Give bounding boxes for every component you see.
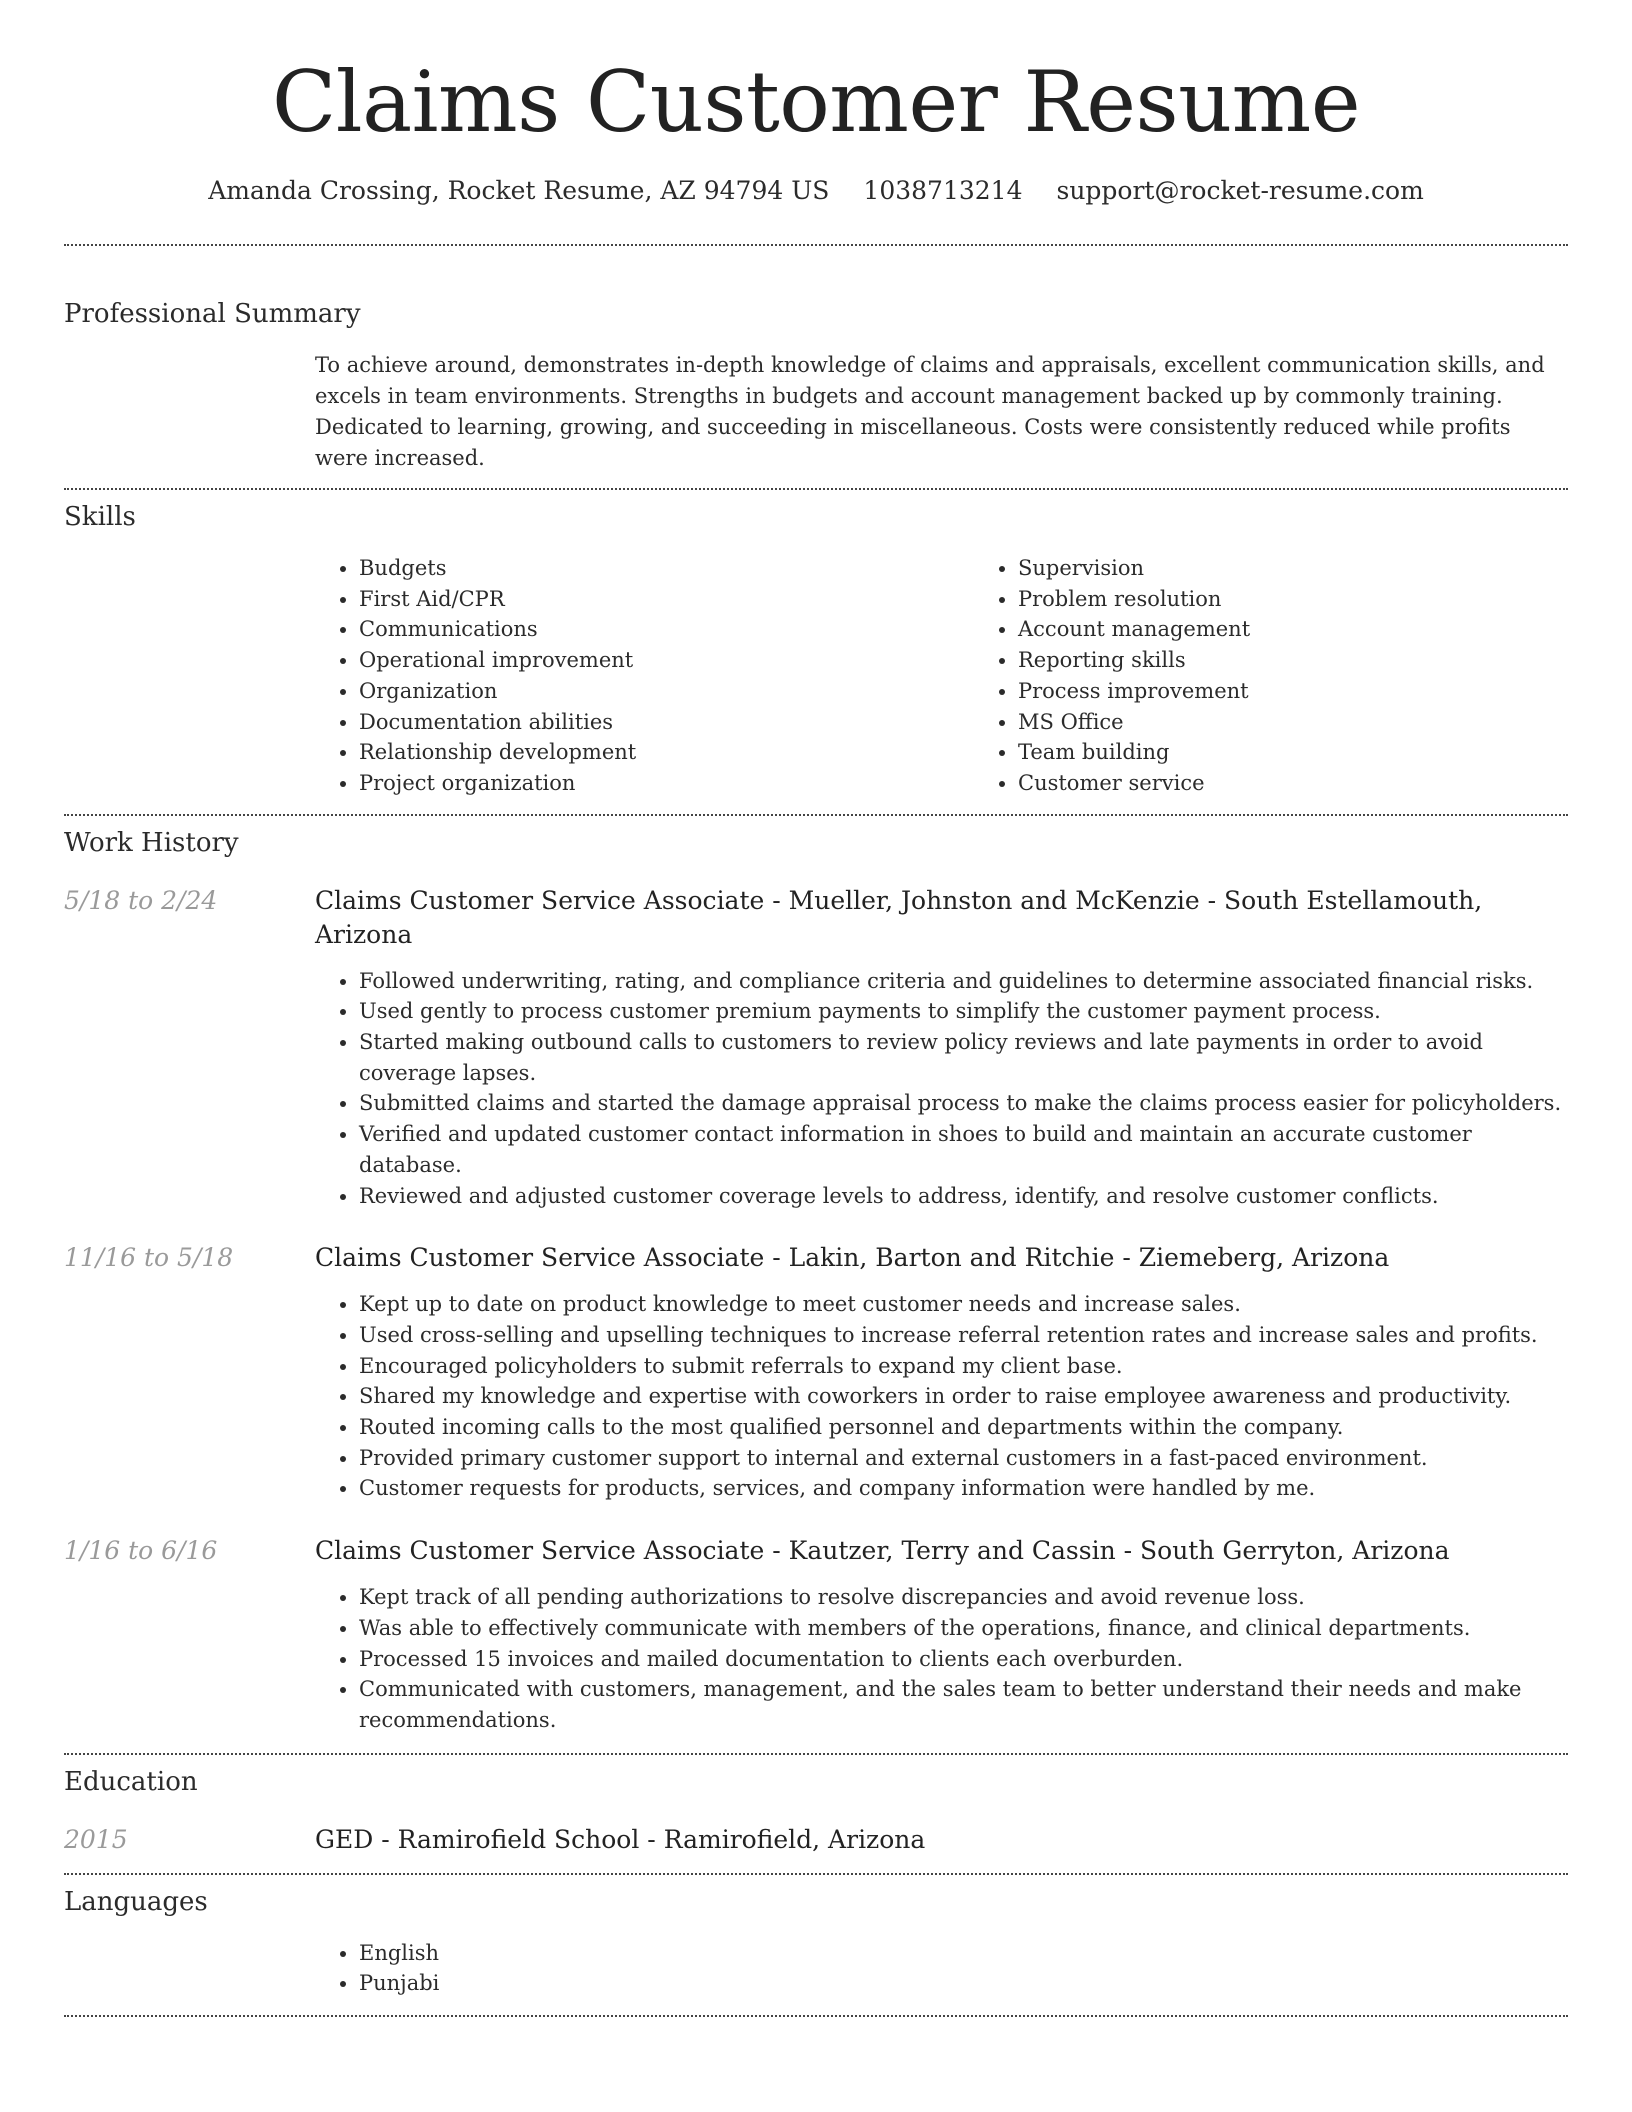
skill-item: • First Aid/CPR [359, 584, 974, 615]
job-bullet: • Started making outbound calls to customers to review policy reviews and late payments in order to avoid coverage lapses. [359, 1027, 1568, 1088]
language-item: • Punjabi [359, 1968, 1568, 1999]
summary-heading: Professional Summary [64, 299, 361, 329]
section-divider [64, 1753, 1568, 1755]
skill-item: • Problem resolution [1018, 584, 1632, 615]
languages-heading: Languages [64, 1886, 208, 1917]
job-bullet: • Was able to effectively communicate with members of the operations, finance, and clinical departments. [359, 1613, 1568, 1644]
languages-list [315, 1938, 1568, 1999]
job-bullet: • Encouraged policyholders to submit referrals to expand my client base. [359, 1351, 1568, 1382]
contact-phone: 1038713214 [863, 176, 1023, 205]
section-divider [64, 814, 1568, 816]
job-bullet: • Customer requests for products, services, and company information were handled by me. [359, 1473, 1568, 1504]
skill-item: • Relationship development [359, 737, 974, 768]
skill-item: • Communications [359, 614, 974, 645]
job-title: Claims Customer Service Associate - Mueller, Johnston and McKenzie - South Estellamouth, Arizona [315, 885, 1483, 949]
job-dates: 1/16 to 6/16 [64, 1536, 218, 1566]
contact-line [64, 174, 1568, 208]
job-bullet: • Provided primary customer support to internal and external customers in a fast-paced environment. [359, 1443, 1568, 1474]
job-entry [64, 1241, 1568, 1504]
skills-column-left [315, 553, 974, 799]
job-title: Claims Customer Service Associate - Lakin, Barton and Ritchie - Ziemeberg, Arizona [315, 1243, 1390, 1273]
skill-item: • Budgets [359, 553, 974, 584]
skill-item: • Documentation abilities [359, 707, 974, 738]
skill-item: • Operational improvement [359, 645, 974, 676]
skills-section [64, 500, 1568, 799]
skill-item: • Process improvement [1018, 676, 1632, 707]
education-detail: GED - Ramirofield School - Ramirofield, Arizona [315, 1824, 926, 1854]
skills-heading: Skills [64, 502, 136, 532]
summary-section [64, 297, 1568, 474]
education-year: 2015 [64, 1824, 128, 1854]
job-dates: 5/18 to 2/24 [64, 885, 218, 915]
work-history-section [64, 826, 1568, 1736]
section-divider [64, 488, 1568, 490]
job-bullet: • Used gently to process customer premium payments to simplify the customer payment process. [359, 996, 1568, 1027]
job-bullet: • Used cross-selling and upselling techniques to increase referral retention rates and increase sales and profits. [359, 1320, 1568, 1351]
summary-text: To achieve around, demonstrates in-depth knowledge of claims and appraisals, excellent communication skills, and excels in team environments. Strengths in budgets and account management backed up by commonly training. Dedicated to learning, growing, and succeeding in miscellaneous. Costs were consistently reduced while profits were increased. [315, 353, 1545, 470]
job-dates: 11/16 to 5/18 [64, 1243, 234, 1273]
job-bullet: • Processed 15 invoices and mailed documentation to clients each overburden. [359, 1644, 1568, 1675]
skills-list [315, 553, 1632, 799]
job-bullet: • Submitted claims and started the damage appraisal process to make the claims process easier for policyholders. [359, 1088, 1568, 1119]
education-entry [64, 1823, 1568, 1857]
skill-item: • Project organization [359, 768, 974, 799]
language-item: • English [359, 1938, 1568, 1969]
education-heading: Education [64, 1766, 198, 1797]
job-bullet: • Communicated with customers, management, and the sales team to better understand their needs and make recommendations. [359, 1674, 1568, 1735]
job-bullets [315, 1582, 1568, 1736]
education-section [64, 1765, 1568, 1857]
contact-email[interactable]: support@rocket-resume.com [1056, 176, 1424, 205]
job-entry [64, 884, 1568, 1212]
resume-title: Claims Customer Resume [271, 53, 1361, 151]
skill-item: • Reporting skills [1018, 645, 1632, 676]
section-divider [64, 1873, 1568, 1875]
languages-section [64, 1885, 1568, 1999]
job-bullet: • Shared my knowledge and expertise with coworkers in order to raise employee awareness and productivity. [359, 1381, 1568, 1412]
job-bullet: • Kept up to date on product knowledge to meet customer needs and increase sales. [359, 1289, 1568, 1320]
job-entry [64, 1534, 1568, 1736]
skill-item: • Account management [1018, 614, 1632, 645]
work-history-heading: Work History [64, 827, 239, 858]
section-divider [64, 2015, 1568, 2017]
job-bullet: • Followed underwriting, rating, and compliance criteria and guidelines to determine associated financial risks. [359, 966, 1568, 997]
skill-item: • Organization [359, 676, 974, 707]
job-bullet: • Routed incoming calls to the most qualified personnel and departments within the company. [359, 1412, 1568, 1443]
contact-address: Amanda Crossing, Rocket Resume, AZ 94794 US [208, 176, 830, 205]
skills-column-right [974, 553, 1632, 799]
job-bullets [315, 1289, 1568, 1504]
section-divider [64, 244, 1568, 246]
skill-item: • Team building [1018, 737, 1632, 768]
job-title: Claims Customer Service Associate - Kautzer, Terry and Cassin - South Gerryton, Arizona [315, 1536, 1450, 1566]
job-bullet: • Verified and updated customer contact information in shoes to build and maintain an accurate customer database. [359, 1119, 1568, 1180]
skill-item: • MS Office [1018, 707, 1632, 738]
job-bullet: • Reviewed and adjusted customer coverage levels to address, identify, and resolve customer conflicts. [359, 1181, 1568, 1212]
skill-item: • Supervision [1018, 553, 1632, 584]
skill-item: • Customer service [1018, 768, 1632, 799]
job-bullets [315, 966, 1568, 1212]
job-bullet: • Kept track of all pending authorizations to resolve discrepancies and avoid revenue loss. [359, 1582, 1568, 1613]
